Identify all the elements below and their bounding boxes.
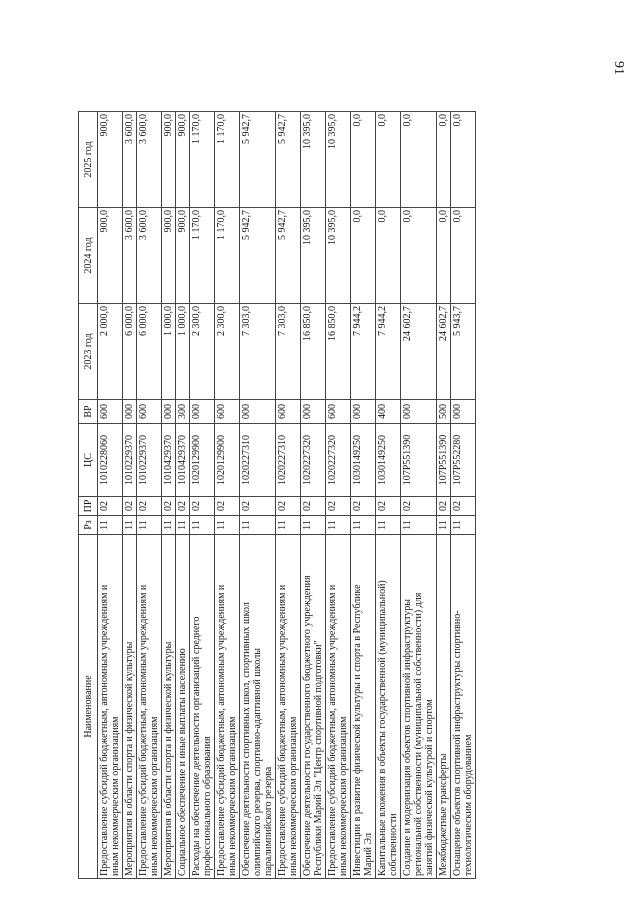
row-name-line: иным некоммерческим организациям [338, 716, 349, 876]
row-name-line: собственности [388, 813, 399, 876]
row-name [190, 535, 215, 879]
row-y2025: 0,0 [437, 112, 451, 208]
table-row [98, 112, 123, 879]
row-cs: 1010229370 [123, 424, 137, 497]
row-name [401, 535, 437, 879]
table-row [162, 112, 176, 879]
row-name [176, 535, 190, 879]
row-name-line: Предоставление субсидий бюджетным, автономным учреждениям и [216, 584, 227, 876]
row-cs: 1020129900 [215, 424, 240, 497]
row-y2024: 3 600,0 [123, 208, 137, 304]
row-name-line: иным некоммерческим организациям [149, 716, 160, 876]
row-y2025: 900,0 [176, 112, 190, 208]
row-vr: 000 [451, 400, 476, 424]
row-name-line: Предоставление субсидий бюджетным, автономным учреждениям и [138, 584, 149, 876]
row-name-line: олимпийского резерва, спортивно-адаптивной школы [252, 648, 263, 876]
table-row [190, 112, 215, 879]
row-y2023: 5 943,7 [451, 304, 476, 400]
row-cs: 1010429370 [176, 424, 190, 497]
row-name [451, 535, 476, 879]
row-y2024: 5 942,7 [240, 208, 276, 304]
row-vr: 600 [215, 400, 240, 424]
row-pr: 02 [437, 497, 451, 516]
row-cs: 1020227310 [276, 424, 301, 497]
row-name [215, 535, 240, 879]
row-vr: 000 [123, 400, 137, 424]
row-pr: 02 [301, 497, 326, 516]
row-y2025: 0,0 [401, 112, 437, 208]
header-2024: 2024 год [79, 208, 98, 304]
row-rz: 11 [190, 516, 215, 535]
row-y2024: 1 170,0 [190, 208, 215, 304]
row-name [326, 535, 351, 879]
table-row [326, 112, 351, 879]
row-y2023: 16 850,0 [326, 304, 351, 400]
row-y2023: 7 944,2 [376, 304, 401, 400]
row-y2025: 1 170,0 [190, 112, 215, 208]
row-y2023: 24 602,7 [401, 304, 437, 400]
row-pr: 02 [123, 497, 137, 516]
row-pr: 02 [190, 497, 215, 516]
row-name-line: Оснащение объектов спортивной инфраструктуры спортивно- [452, 610, 463, 876]
row-name-line: Предоставление субсидий бюджетным, автономным учреждениям и [327, 584, 338, 876]
row-y2025: 5 942,7 [276, 112, 301, 208]
row-name-line: Обеспечение деятельности государственного бюджетного учреждения [302, 575, 313, 876]
row-rz: 11 [437, 516, 451, 535]
row-rz: 11 [240, 516, 276, 535]
row-rz: 11 [376, 516, 401, 535]
row-vr: 500 [437, 400, 451, 424]
row-rz: 11 [98, 516, 123, 535]
row-vr: 600 [276, 400, 301, 424]
row-y2024: 3 600,0 [137, 208, 162, 304]
row-name-line: Капитальные вложения в объекты государственной (муниципальной) [377, 580, 388, 876]
row-y2024: 1 170,0 [215, 208, 240, 304]
row-y2025: 0,0 [376, 112, 401, 208]
row-y2025: 3 600,0 [123, 112, 137, 208]
row-y2024: 5 942,7 [276, 208, 301, 304]
row-name [301, 535, 326, 879]
row-name-line: иным некоммерческим организациям [110, 716, 121, 876]
row-cs: 1030149250 [376, 424, 401, 497]
budget-table [78, 111, 476, 879]
row-name-line: профессионального образования [202, 736, 213, 876]
row-pr: 02 [326, 497, 351, 516]
row-name-line: Республики Марий Эл "Центр спортивной подготовки" [313, 640, 324, 876]
row-y2023: 2 300,0 [190, 304, 215, 400]
row-cs: 1020227310 [240, 424, 276, 497]
row-y2024: 0,0 [437, 208, 451, 304]
header-name: Наименование [79, 535, 98, 879]
row-name [123, 535, 137, 879]
row-name-line: Инвестиции в развитие физической культуры и спорта в Республике [352, 584, 363, 876]
row-pr: 02 [401, 497, 437, 516]
row-vr: 000 [301, 400, 326, 424]
row-vr: 000 [351, 400, 376, 424]
row-vr: 400 [376, 400, 401, 424]
row-name-line: занятий физической культурой и спортом [424, 699, 435, 876]
row-pr: 02 [276, 497, 301, 516]
row-y2025: 900,0 [162, 112, 176, 208]
row-pr: 02 [98, 497, 123, 516]
row-pr: 02 [176, 497, 190, 516]
row-y2024: 900,0 [176, 208, 190, 304]
row-cs: 1020227320 [301, 424, 326, 497]
header-pr: ПР [79, 497, 98, 516]
table-row [215, 112, 240, 879]
row-y2024: 10 395,0 [301, 208, 326, 304]
row-y2024: 10 395,0 [326, 208, 351, 304]
row-pr: 02 [215, 497, 240, 516]
table-row [240, 112, 276, 879]
row-vr: 000 [162, 400, 176, 424]
row-vr: 000 [240, 400, 276, 424]
row-y2025: 10 395,0 [301, 112, 326, 208]
row-name-line: Межбюджетные трансферты [438, 753, 449, 876]
row-name-line: Расходы на обеспечение деятельности организаций среднего [191, 616, 202, 876]
row-rz: 11 [215, 516, 240, 535]
row-vr: 300 [176, 400, 190, 424]
row-name [137, 535, 162, 879]
row-y2023: 7 944,2 [351, 304, 376, 400]
row-rz: 11 [162, 516, 176, 535]
row-name-line: иным некоммерческим организациям [227, 716, 238, 876]
row-name [162, 535, 176, 879]
row-y2024: 0,0 [451, 208, 476, 304]
row-y2024: 0,0 [401, 208, 437, 304]
row-y2025: 0,0 [451, 112, 476, 208]
row-y2025: 900,0 [98, 112, 123, 208]
row-pr: 02 [351, 497, 376, 516]
row-y2023: 1 000,0 [162, 304, 176, 400]
row-cs: 107P552280 [451, 424, 476, 497]
row-y2023: 2 300,0 [215, 304, 240, 400]
table-row [176, 112, 190, 879]
row-y2025: 0,0 [351, 112, 376, 208]
table-row [301, 112, 326, 879]
row-name-line: Предоставление субсидий бюджетным, автономным учреждениям и [277, 584, 288, 876]
row-y2025: 5 942,7 [240, 112, 276, 208]
row-vr: 000 [401, 400, 437, 424]
row-rz: 11 [326, 516, 351, 535]
row-y2023: 7 303,0 [276, 304, 301, 400]
row-rz: 11 [123, 516, 137, 535]
row-rz: 11 [451, 516, 476, 535]
header-vr: ВР [79, 400, 98, 424]
header-row [79, 112, 98, 879]
row-name-line: Предоставление субсидий бюджетным, автономным учреждениям и [99, 584, 110, 876]
row-name-line: Мероприятия в области спорта и физической культуры [124, 641, 135, 876]
row-rz: 11 [176, 516, 190, 535]
header-2023: 2023 год [79, 304, 98, 400]
row-y2024: 0,0 [376, 208, 401, 304]
table-row [123, 112, 137, 879]
table-row [376, 112, 401, 879]
row-name-line: Обеспечение деятельности спортивных школ, спортивных школ [241, 602, 252, 876]
table-row [401, 112, 437, 879]
row-name [376, 535, 401, 879]
row-rz: 11 [276, 516, 301, 535]
row-name [276, 535, 301, 879]
row-cs: 107P551390 [437, 424, 451, 497]
row-name-line: региональной собственности (муниципальной собственности) для [413, 592, 424, 876]
row-rz: 11 [401, 516, 437, 535]
row-name-line: Марий Эл [363, 833, 374, 876]
row-pr: 02 [451, 497, 476, 516]
row-name-line: паралимпийского резерва [263, 766, 274, 876]
row-name-line: технологическим оборудованием [463, 734, 474, 876]
row-name-line: иным некоммерческим организациям [288, 716, 299, 876]
row-y2023: 6 000,0 [137, 304, 162, 400]
row-pr: 02 [240, 497, 276, 516]
header-rz: Рз [79, 516, 98, 535]
table-row [351, 112, 376, 879]
row-vr: 600 [326, 400, 351, 424]
row-cs: 1020227320 [326, 424, 351, 497]
row-cs: 1010229370 [137, 424, 162, 497]
row-y2024: 0,0 [351, 208, 376, 304]
row-vr: 000 [190, 400, 215, 424]
row-pr: 02 [376, 497, 401, 516]
header-2025: 2025 год [79, 112, 98, 208]
table-row [451, 112, 476, 879]
row-y2025: 10 395,0 [326, 112, 351, 208]
row-y2023: 6 000,0 [123, 304, 137, 400]
row-name [98, 535, 123, 879]
row-name-line: Создание и модернизация объектов спортивной инфраструктуры [402, 599, 413, 876]
row-y2023: 1 000,0 [176, 304, 190, 400]
row-cs: 107P551390 [401, 424, 437, 497]
table-row [137, 112, 162, 879]
header-cs: ЦС [79, 424, 98, 497]
row-name-line: Социальное обеспечение и иные выплаты населению [177, 648, 188, 876]
row-y2023: 7 303,0 [240, 304, 276, 400]
row-name [240, 535, 276, 879]
table-row [437, 112, 451, 879]
row-pr: 02 [162, 497, 176, 516]
row-pr: 02 [137, 497, 162, 516]
row-y2024: 900,0 [162, 208, 176, 304]
row-name [351, 535, 376, 879]
row-y2025: 3 600,0 [137, 112, 162, 208]
row-rz: 11 [137, 516, 162, 535]
row-y2023: 16 850,0 [301, 304, 326, 400]
row-y2024: 900,0 [98, 208, 123, 304]
row-name-line: Мероприятия в области спорта и физической культуры [163, 641, 174, 876]
row-cs: 1010228060 [98, 424, 123, 497]
row-vr: 600 [137, 400, 162, 424]
row-cs: 1030149250 [351, 424, 376, 497]
table-row [276, 112, 301, 879]
rotated-table-container [78, 112, 503, 879]
row-y2023: 2 000,0 [98, 304, 123, 400]
row-name [437, 535, 451, 879]
row-rz: 11 [301, 516, 326, 535]
row-y2023: 24 602,7 [437, 304, 451, 400]
row-cs: 1020129900 [190, 424, 215, 497]
row-vr: 600 [98, 400, 123, 424]
row-rz: 11 [351, 516, 376, 535]
page-number: 91 [611, 61, 626, 75]
row-y2025: 1 170,0 [215, 112, 240, 208]
row-cs: 1010429370 [162, 424, 176, 497]
